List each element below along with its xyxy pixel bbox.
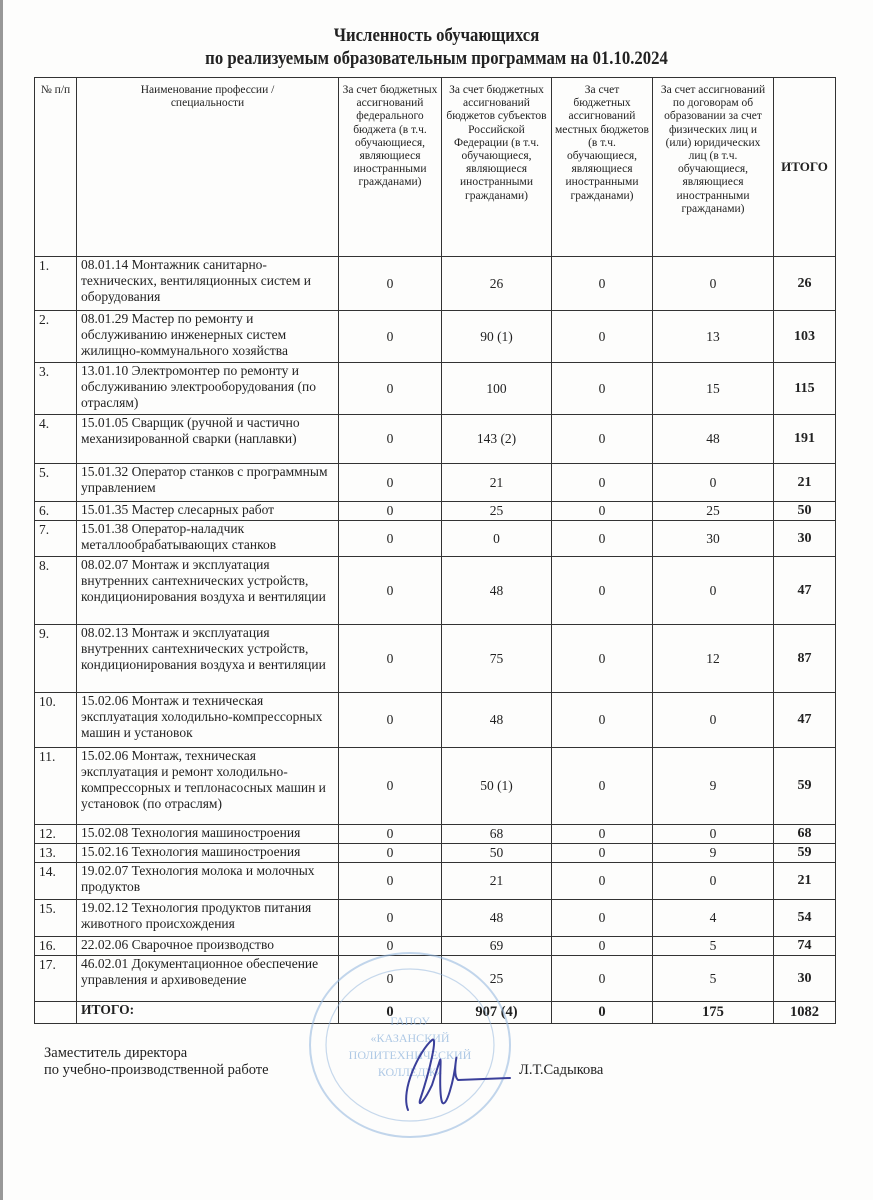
cell-total: 26	[774, 257, 836, 311]
row-number: 10.	[35, 693, 77, 748]
cell-total: 191	[774, 415, 836, 464]
header-contract: За счет ассигнований по договорам об образовании за счет физических лиц и (или) юридических лиц (в т.ч. обучающиеся, являющиеся иностранными гражданами)	[653, 78, 774, 257]
cell-contract: 30	[653, 521, 774, 557]
cell-federal: 0	[339, 257, 442, 311]
cell-federal: 0	[339, 900, 442, 937]
cell-contract: 0	[653, 257, 774, 311]
cell-federal: 0	[339, 693, 442, 748]
program-name: 13.01.10 Электромонтер по ремонту и обслуживанию электрооборудования (по отраслям)	[77, 363, 339, 415]
signature-block	[44, 1045, 269, 1079]
cell-contract: 0	[653, 825, 774, 844]
table-row	[35, 900, 836, 937]
program-name: 15.02.06 Монтаж, техническая эксплуатация и ремонт холодильно-компрессорных и теплонасосных машин и установок (по отраслям)	[77, 748, 339, 825]
cell-local: 0	[552, 311, 653, 363]
table-row	[35, 502, 836, 521]
program-name: 08.02.13 Монтаж и эксплуатация внутренних сантехнических устройств, кондиционирования воздуха и вентиляции	[77, 625, 339, 693]
row-number: 3.	[35, 363, 77, 415]
table-row	[35, 625, 836, 693]
totals-local: 0	[552, 1002, 653, 1024]
row-number: 5.	[35, 464, 77, 502]
cell-contract: 0	[653, 863, 774, 900]
row-number: 7.	[35, 521, 77, 557]
cell-regional: 48	[442, 693, 552, 748]
program-name: 15.01.32 Оператор станков с программным управлением	[77, 464, 339, 502]
header-federal: За счет бюджетных ассигнований федерального бюджета (в т.ч. обучающиеся, являющиеся иностранными гражданами)	[339, 78, 442, 257]
program-name: 08.01.29 Мастер по ремонту и обслуживанию инженерных систем жилищно-коммунального хозяйства	[77, 311, 339, 363]
cell-regional: 68	[442, 825, 552, 844]
row-number: 14.	[35, 863, 77, 900]
cell-local: 0	[552, 956, 653, 1002]
cell-regional: 0	[442, 521, 552, 557]
cell-total: 47	[774, 557, 836, 625]
program-name: 46.02.01 Документационное обеспечение управления и архивоведение	[77, 956, 339, 1002]
header-total: ИТОГО	[774, 78, 836, 257]
row-number: 1.	[35, 257, 77, 311]
program-name: 15.02.16 Технология машиностроения	[77, 844, 339, 863]
table-row	[35, 257, 836, 311]
cell-federal: 0	[339, 415, 442, 464]
cell-total: 59	[774, 844, 836, 863]
cell-contract: 0	[653, 464, 774, 502]
header-num: № п/п	[35, 78, 77, 257]
cell-regional: 21	[442, 464, 552, 502]
cell-federal: 0	[339, 311, 442, 363]
header-regional: За счет бюджетных ассигнований бюджетов субъектов Российской Федерации (в т.ч. обучающиеся, являющиеся иностранными гражданами)	[442, 78, 552, 257]
stamp-text-line: КОЛЛЕДЖ»	[377, 1065, 443, 1079]
row-number: 17.	[35, 956, 77, 1002]
cell-contract: 48	[653, 415, 774, 464]
row-number: 12.	[35, 825, 77, 844]
cell-contract: 12	[653, 625, 774, 693]
stamp-text-line: ГАПОУ	[390, 1014, 430, 1028]
cell-regional: 48	[442, 900, 552, 937]
row-number: 9.	[35, 625, 77, 693]
row-number: 11.	[35, 748, 77, 825]
stamp-text-line: «КАЗАНСКИЙ	[370, 1031, 450, 1045]
cell-regional: 90 (1)	[442, 311, 552, 363]
cell-federal: 0	[339, 937, 442, 956]
cell-total: 59	[774, 748, 836, 825]
program-name: 08.02.07 Монтаж и эксплуатация внутренних сантехнических устройств, кондиционирования воздуха и вентиляции	[77, 557, 339, 625]
cell-contract: 25	[653, 502, 774, 521]
table-row	[35, 521, 836, 557]
table-row	[35, 863, 836, 900]
program-name: 15.01.05 Сварщик (ручной и частично механизированной сварки (наплавки)	[77, 415, 339, 464]
cell-contract: 0	[653, 693, 774, 748]
cell-federal: 0	[339, 464, 442, 502]
cell-local: 0	[552, 521, 653, 557]
cell-contract: 9	[653, 748, 774, 825]
cell-contract: 4	[653, 900, 774, 937]
row-number: 6.	[35, 502, 77, 521]
cell-federal: 0	[339, 844, 442, 863]
totals-label: ИТОГО:	[77, 1002, 339, 1024]
cell-regional: 50	[442, 844, 552, 863]
cell-regional: 100	[442, 363, 552, 415]
table-row	[35, 557, 836, 625]
totals-empty-cell	[35, 1002, 77, 1024]
table-row	[35, 748, 836, 825]
cell-local: 0	[552, 557, 653, 625]
totals-federal: 0	[339, 1002, 442, 1024]
cell-federal: 0	[339, 825, 442, 844]
scan-edge	[0, 0, 3, 1200]
table-row	[35, 937, 836, 956]
cell-local: 0	[552, 415, 653, 464]
document-title-line2: по реализуемым образовательным программам на 01.10.2024	[205, 48, 668, 69]
row-number: 16.	[35, 937, 77, 956]
cell-local: 0	[552, 464, 653, 502]
cell-contract: 15	[653, 363, 774, 415]
totals-total: 1082	[774, 1002, 836, 1024]
cell-total: 87	[774, 625, 836, 693]
row-number: 13.	[35, 844, 77, 863]
cell-federal: 0	[339, 521, 442, 557]
table-row	[35, 363, 836, 415]
totals-row	[35, 1002, 836, 1024]
cell-regional: 75	[442, 625, 552, 693]
cell-regional: 25	[442, 956, 552, 1002]
cell-total: 68	[774, 825, 836, 844]
header-name: Наименование профессии / специальности	[77, 78, 339, 257]
cell-contract: 5	[653, 956, 774, 1002]
header-local: За счет бюджетных ассигнований местных бюджетов (в т.ч. обучающиеся, являющиеся иностранными гражданами)	[552, 78, 653, 257]
program-name: 19.02.12 Технология продуктов питания животного происхождения	[77, 900, 339, 937]
row-number: 8.	[35, 557, 77, 625]
signer-position-line1: Заместитель директора	[44, 1045, 188, 1061]
signer-name: Л.Т.Садыкова	[519, 1062, 604, 1078]
cell-total: 21	[774, 464, 836, 502]
cell-federal: 0	[339, 625, 442, 693]
cell-contract: 0	[653, 557, 774, 625]
cell-local: 0	[552, 625, 653, 693]
cell-local: 0	[552, 844, 653, 863]
table-row	[35, 311, 836, 363]
program-name: 15.01.38 Оператор-наладчик металлообрабатывающих станков	[77, 521, 339, 557]
table-row	[35, 693, 836, 748]
totals-contract: 175	[653, 1002, 774, 1024]
row-number: 2.	[35, 311, 77, 363]
table-row	[35, 844, 836, 863]
cell-total: 115	[774, 363, 836, 415]
table-row	[35, 464, 836, 502]
cell-total: 103	[774, 311, 836, 363]
cell-total: 50	[774, 502, 836, 521]
cell-federal: 0	[339, 557, 442, 625]
program-name: 08.01.14 Монтажник санитарно-технических, вентиляционных систем и оборудования	[77, 257, 339, 311]
cell-contract: 13	[653, 311, 774, 363]
cell-local: 0	[552, 257, 653, 311]
row-number: 15.	[35, 900, 77, 937]
cell-local: 0	[552, 502, 653, 521]
table-header-row	[35, 78, 836, 257]
cell-local: 0	[552, 825, 653, 844]
program-name: 19.02.07 Технология молока и молочных продуктов	[77, 863, 339, 900]
cell-federal: 0	[339, 363, 442, 415]
cell-federal: 0	[339, 502, 442, 521]
program-name: 15.02.08 Технология машиностроения	[77, 825, 339, 844]
document-title-line1: Численность обучающихся	[333, 25, 540, 46]
cell-federal: 0	[339, 956, 442, 1002]
program-name: 22.02.06 Сварочное производство	[77, 937, 339, 956]
cell-federal: 0	[339, 748, 442, 825]
cell-regional: 26	[442, 257, 552, 311]
cell-local: 0	[552, 363, 653, 415]
program-name: 15.01.35 Мастер слесарных работ	[77, 502, 339, 521]
cell-local: 0	[552, 937, 653, 956]
cell-local: 0	[552, 748, 653, 825]
cell-regional: 25	[442, 502, 552, 521]
cell-regional: 21	[442, 863, 552, 900]
enrollment-table	[34, 77, 836, 1024]
cell-total: 30	[774, 956, 836, 1002]
cell-federal: 0	[339, 863, 442, 900]
table-row	[35, 956, 836, 1002]
stamp-text-line: ПОЛИТЕХНИЧЕСКИЙ	[348, 1048, 472, 1062]
table-row	[35, 415, 836, 464]
cell-regional: 143 (2)	[442, 415, 552, 464]
cell-local: 0	[552, 900, 653, 937]
program-name: 15.02.06 Монтаж и техническая эксплуатация холодильно-компрессорных машин и установок	[77, 693, 339, 748]
cell-total: 74	[774, 937, 836, 956]
cell-total: 47	[774, 693, 836, 748]
cell-regional: 69	[442, 937, 552, 956]
cell-regional: 48	[442, 557, 552, 625]
cell-contract: 5	[653, 937, 774, 956]
cell-local: 0	[552, 863, 653, 900]
row-number: 4.	[35, 415, 77, 464]
cell-regional: 50 (1)	[442, 748, 552, 825]
handwritten-signature	[377, 1030, 520, 1120]
cell-total: 54	[774, 900, 836, 937]
cell-total: 21	[774, 863, 836, 900]
signer-position-line2: по учебно-производственной работе	[44, 1062, 269, 1078]
cell-local: 0	[552, 693, 653, 748]
cell-total: 30	[774, 521, 836, 557]
cell-contract: 9	[653, 844, 774, 863]
table-row	[35, 825, 836, 844]
totals-regional: 907 (4)	[442, 1002, 552, 1024]
